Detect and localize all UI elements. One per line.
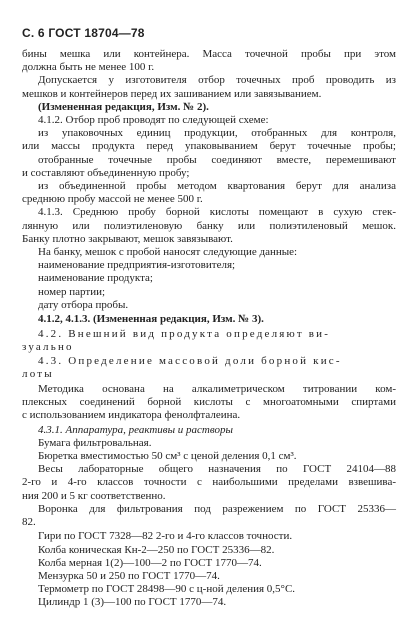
section-heading: 4.2. Внешний вид продукта определяют ви- bbox=[38, 327, 331, 340]
text-line: Воронка для фильтрования под разрежением по ГОСТ 25336— bbox=[38, 502, 396, 515]
text-line: должна быть не менее 100 г. bbox=[22, 61, 155, 74]
amendment-note: (Измененная редакция, Изм. № 2). bbox=[38, 100, 209, 113]
text-line: номер партии; bbox=[38, 285, 106, 298]
subsection-heading: 4.3.1. Аппаратура, реактивы и растворы bbox=[38, 423, 233, 436]
section-heading: 4.3. Определение массовой доли борной кис- bbox=[38, 355, 342, 368]
text-line: Допускается у изготовителя отбор точечных проб проводить из bbox=[38, 74, 396, 87]
text-line: Колба мерная 1(2)—100—2 по ГОСТ 1770—74. bbox=[38, 556, 262, 569]
text-line: 4.1.3. Среднюю пробу борной кислоты помещают в сухую стек- bbox=[38, 206, 396, 219]
text-line: лянную или полиэтиленовую банку или полиэтиленовый мешок. bbox=[22, 219, 396, 232]
text-line: Колба коническая Кн-2—250 по ГОСТ 25336—82. bbox=[38, 543, 275, 556]
text-line: наименование предприятия-изготовителя; bbox=[38, 259, 236, 272]
text-line: ния 200 и 5 кг соответственно. bbox=[22, 489, 166, 502]
text-line: плексных соединений борной кислоты с многоатомными спиртами bbox=[22, 396, 396, 408]
section-heading: зуально bbox=[22, 340, 74, 353]
text-line: мешков и контейнеров перед их зашиванием или завязыванием. bbox=[22, 87, 322, 100]
text-line: Термометр по ГОСТ 28498—90 с ц-ной деления 0,5°C. bbox=[38, 583, 296, 596]
text-line: отобранные точечные пробы соединяют вместе, перемешивают bbox=[38, 153, 396, 166]
text-line: бины мешка или контейнера. Масса точечной пробы при этом bbox=[22, 48, 396, 60]
text-line: или массы продукта перед упаковыванием берут точечные пробы; bbox=[22, 140, 396, 153]
text-line: из упаковочных единиц продукции, отобранных для контроля, bbox=[38, 127, 396, 140]
text-line: с использованием индикатора фенолфталеина. bbox=[22, 409, 241, 422]
text-line: 4.1.2. Отбор проб проводят по следующей схеме: bbox=[38, 114, 269, 126]
text-line: Мензурка 50 и 250 по ГОСТ 1770—74. bbox=[38, 570, 220, 582]
text-line: и составляют объединенную пробу; bbox=[22, 166, 190, 179]
text-line: 2-го и 4-го классов точности с наибольшими пределами взвешива- bbox=[22, 476, 396, 489]
text-line: Весы лабораторные общего назначения по ГОСТ 24104—88 bbox=[38, 463, 396, 476]
text-line: Бумага фильтровальная. bbox=[38, 436, 152, 449]
amendment-note: 4.1.2, 4.1.3. (Измененная редакция, Изм. № 3). bbox=[38, 313, 264, 326]
text-line: На банку, мешок с пробой наносят следующие данные: bbox=[38, 246, 298, 258]
text-line: Цилиндр 1 (3)—100 по ГОСТ 1770—74. bbox=[38, 596, 227, 609]
section-heading: лоты bbox=[22, 368, 54, 381]
text-line: Методика основана на алкалиметрическом титровании ком- bbox=[38, 382, 396, 395]
text-line: Бюретка вместимостью 50 см³ с ценой деления 0,1 см³. bbox=[38, 450, 297, 462]
page-header: С. 6 ГОСТ 18704—78 bbox=[22, 26, 145, 40]
text-line: 82. bbox=[22, 516, 36, 528]
text-line: Банку плотно закрывают, мешок завязывают. bbox=[22, 232, 233, 245]
text-line: дату отбора пробы. bbox=[38, 298, 129, 311]
text-line: наименование продукта; bbox=[38, 272, 153, 285]
text-line: среднюю пробу массой не менее 500 г. bbox=[22, 193, 203, 206]
text-line: Гири по ГОСТ 7328—82 2-го и 4-го классов точности. bbox=[38, 530, 293, 543]
text-line: из объединенной пробы методом квартования берут для анализа bbox=[38, 180, 396, 192]
